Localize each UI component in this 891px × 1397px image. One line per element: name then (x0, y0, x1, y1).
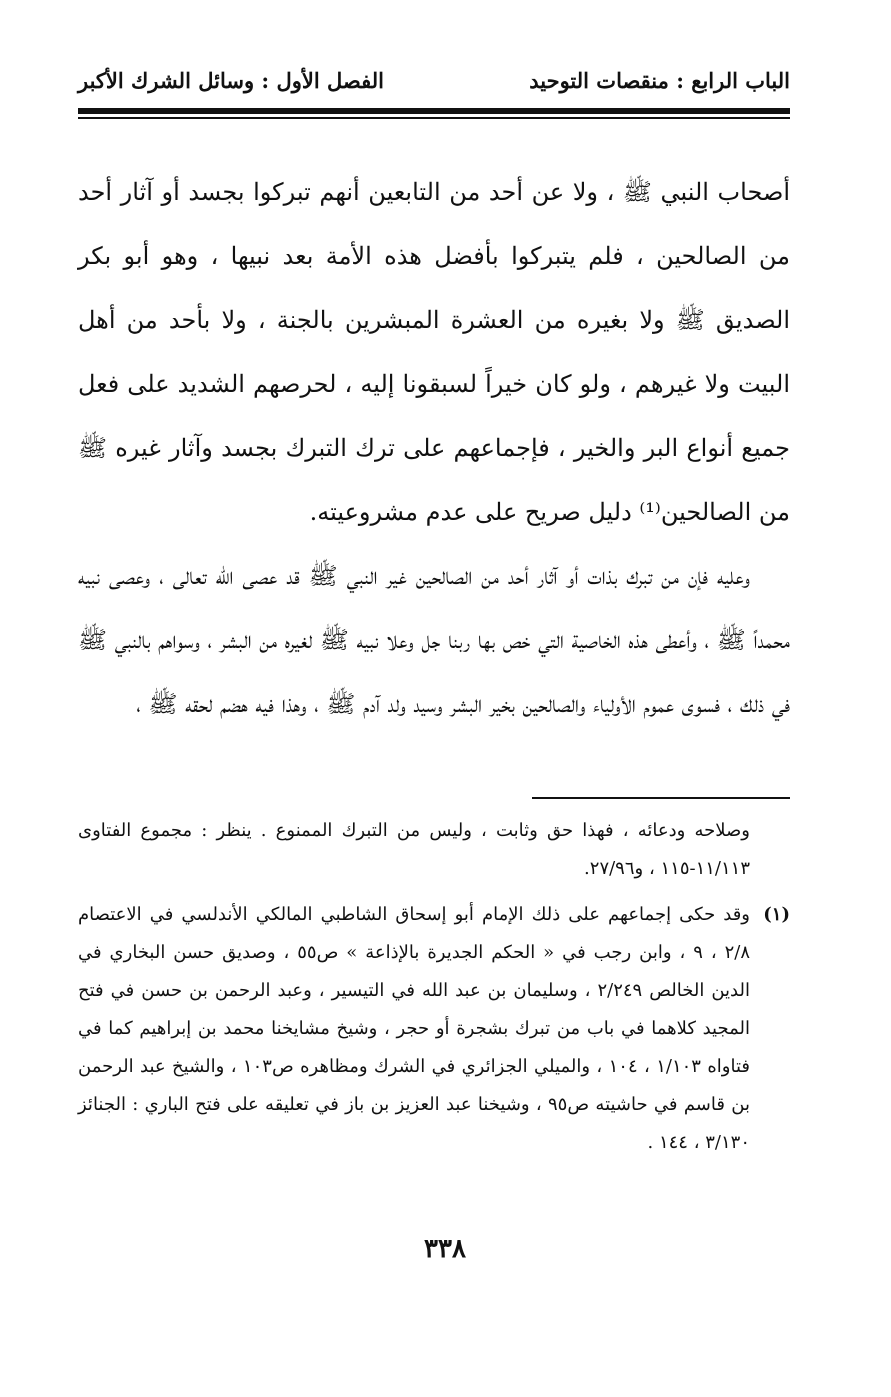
section-title: الفصل الأول : وسائل الشرك الأكبر (78, 68, 384, 93)
header-rule-thick (78, 108, 790, 114)
footnote-separator (532, 797, 790, 799)
footnote-continuation: وصلاحه ودعائه ، فهذا حق وثابت ، وليس من التبرك الممنوع . ينظر : مجموع الفتاوى ١١/١١٣-١١٥ ، و٢٧/٩٦. (78, 820, 750, 879)
header-rule-thin (78, 117, 790, 119)
footnote-1 (78, 896, 790, 1162)
running-header (78, 62, 790, 102)
footnote-text: وقد حكى إجماعهم على ذلك الإمام أبو إسحاق الشاطبي المالكي الأندلسي في الاعتصام ٢/٨ ، ٩ ، وابن رجب في « الحكم الجديرة بالإذاعة » ص٥٥ ، وصديق حسن البخاري في الدين الخالص ٢/٢٤٩ ، وسليمان بن عبد الله في التيسير ، وعبد الرحمن بن حسن في فتح المجيد كلاهما في باب من تبرك بشجرة أو حجر ، وشيخ مشايخنا محمد بن إبراهيم كما في فتاواه ١/١٠٣ ، ١٠٤ ، والميلي الجزائري في الشرك ومظاهره ص١٠٣ ، والشيخ عبد الرحمن بن قاسم في حاشيته ص٩٥ ، وشيخنا عبد العزيز بن باز في تعليقه على فتح الباري : الجنائز ٣/١٣٠ ، ١٤٤ . (78, 904, 750, 1153)
paragraph-1: أصحاب النبي ﷺ ، ولا عن أحد من التابعين أنهم تبركوا بجسد أو آثار أحد من الصالحين ، فلم يتبركوا بأفضل هذه الأمة بعد نبيها ، وهو أبو بكر الصديق ﷺ ولا بغيره من العشرة المبشرين بالجنة ، ولا بأحد من أهل البيت ولا غيرهم ، ولو كان خيراً لسبقونا إليه ، لحرصهم الشديد على فعل جميع أنواع البر والخير ، فإجماعهم على ترك التبرك بجسد وآثار غيره ﷺ من الصالحين⁽¹⁾ دليل صريح على عدم مشروعيته. (78, 178, 790, 526)
chapter-title: الباب الرابع : منقصات التوحيد (529, 68, 790, 93)
footnote-number: (١) (763, 904, 790, 925)
paragraph-2: وعليه فإن من تبرك بذات أو آثار أحد من الصالحين غير النبي ﷺ قد عصى الله تعالى ، وعصى نبيه محمداً ﷺ ، وأعطى هذه الخاصية التي خص بها ربنا جل وعلا نبيه ﷺ لغيره من البشر ، وسواهم بالنبي ﷺ في ذلك ، فسوى عموم الأولياء والصالحين بخير البشر وسيد ولد آدم ﷺ ، وهذا فيه هضم لحقه ﷺ ، (78, 562, 790, 718)
main-text (78, 160, 790, 736)
footnotes (78, 812, 790, 1162)
page-number: ٣٣٨ (424, 1234, 466, 1264)
